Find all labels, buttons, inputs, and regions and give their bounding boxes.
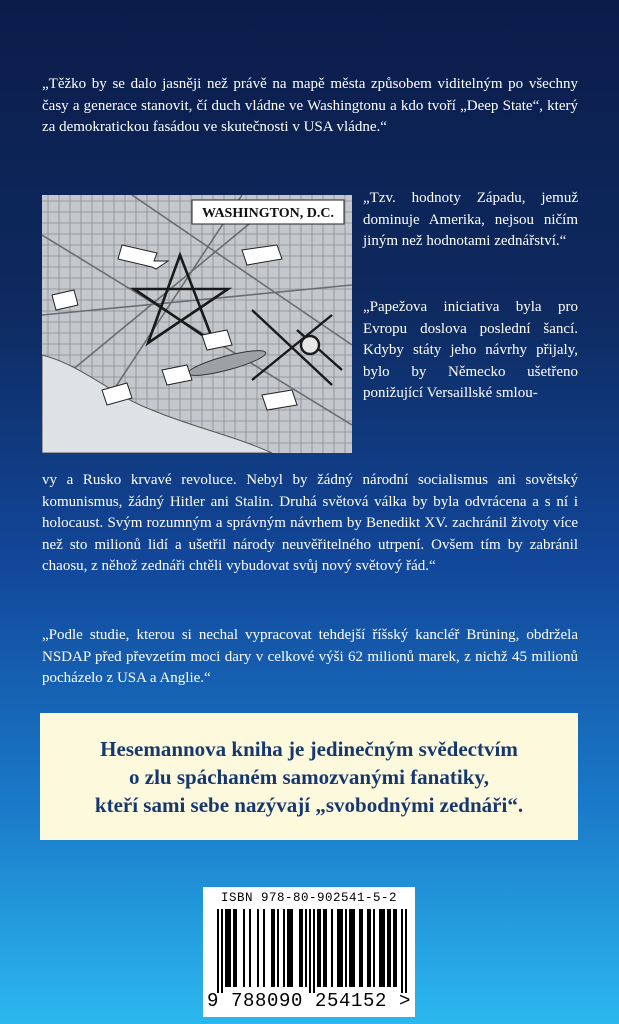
barcode-bar	[289, 909, 291, 987]
barcode-bar	[235, 909, 237, 987]
barcode-bar	[349, 909, 351, 987]
quote-western-values: „Tzv. hodnoty Západu, jemuž dominuje Amerika, nejsou ničím jiným než hodnotami zednářství.“	[363, 190, 578, 249]
barcode-bar	[387, 909, 389, 987]
quote-pope-initiative-part2: vy a Rusko krvavé revoluce. Nebyl by žádný národní socialismus ani sovětský komunismus, žádný Hitler ani Stalin. Druhá světová válka by byla odvrácena a s ní i holocaust. Svým rozumným a správným návrhem by Benedikt XV. zachránil životy více než sto milionů lidí a ušetřil národy neuvěřitelného utrpení. Ovšem tím by zabránil chaosu, z něhož zednáři chtěli vybudovat svůj nový světový řád.“	[42, 472, 578, 574]
barcode-bar	[331, 909, 333, 987]
isbn-number: ISBN 978-80-902541-5-2	[220, 891, 398, 905]
barcode-bar	[325, 909, 327, 987]
barcode-bar	[309, 909, 311, 993]
barcode-bar	[229, 909, 231, 987]
barcode-bar	[233, 909, 235, 987]
barcode-bar	[379, 909, 381, 987]
barcode-bar	[341, 909, 343, 987]
summary-line-2: o zlu spáchaném samozvanými fanatiky,	[129, 764, 489, 789]
map-drawing	[42, 195, 352, 453]
barcode-bar	[221, 909, 223, 993]
barcode-bar	[381, 909, 383, 987]
barcode-bar	[277, 909, 279, 987]
quote-washington-map: „Těžko by se dalo jasněji než právě na mapě města způsobem viditelným po všechny časy a generace stanovit, čí duch vládne ve Washingtonu a kdo tvoří „Deep State“, který za demokratickou fasádou ve skutečnosti v USA vládne.“	[42, 76, 578, 135]
isbn-barcode	[203, 887, 415, 1017]
barcode-bar	[359, 909, 361, 987]
washington-map-image	[42, 195, 352, 453]
ean-digits: 9 788090 254152 >	[207, 990, 412, 1012]
barcode-bar	[217, 909, 219, 993]
barcode-bar	[263, 909, 265, 987]
map-title: WASHINGTON, D.C.	[202, 206, 334, 221]
barcode-bar	[393, 909, 395, 987]
barcode-bar	[243, 909, 245, 987]
barcode-bar	[283, 909, 285, 987]
quote-bruning-study: „Podle studie, kterou si nechal vypracovat tehdejší říšský kancléř Brüning, obdržela NSDAP před převzetím moci dary v celkové výši 62 milionů marek, z nichž 45 milionů pocházelo z USA a Anglie.“	[42, 627, 578, 686]
barcode-bar	[317, 909, 319, 987]
barcode-bar	[367, 909, 369, 987]
barcode-bar	[395, 909, 397, 987]
barcode-bar	[323, 909, 325, 987]
summary-line-3: kteří sami sebe nazývají „svobodnými zednáři“.	[94, 792, 524, 817]
quote-pope-initiative-part1: „Papežova iniciativa byla pro Evropu doslova poslední šancí. Kdyby státy jeho návrhy přijaly, bylo by Německo ušetřeno ponižující Versaillské smlou-	[363, 299, 578, 401]
barcode-bar	[369, 909, 371, 987]
barcode-bar	[337, 909, 339, 987]
barcode-bar	[273, 909, 275, 987]
barcode-bar	[257, 909, 259, 987]
summary-panel	[40, 713, 578, 840]
barcode-bar	[313, 909, 315, 993]
barcode-bar	[353, 909, 355, 987]
barcode-bar	[249, 909, 251, 987]
barcode-bar	[339, 909, 341, 987]
barcode-bar	[405, 909, 407, 993]
barcode-bar	[305, 909, 307, 987]
barcode-bar	[287, 909, 289, 987]
barcode-bar	[389, 909, 391, 987]
barcode-bar	[361, 909, 363, 987]
barcode-bar	[225, 909, 227, 987]
barcode-bar	[383, 909, 385, 987]
barcode-bar	[271, 909, 273, 987]
barcode-bar	[351, 909, 353, 987]
barcode-bar	[227, 909, 229, 987]
barcode-bar	[319, 909, 321, 987]
barcode-bar	[345, 909, 347, 987]
summary-line-1: Hesemannova kniha je jedinečným svědectvím	[100, 736, 518, 761]
barcode-bar	[291, 909, 293, 987]
barcode-bar	[301, 909, 303, 987]
barcode-bar	[401, 909, 403, 993]
barcode-bar	[299, 909, 301, 987]
barcode-bar	[373, 909, 375, 987]
